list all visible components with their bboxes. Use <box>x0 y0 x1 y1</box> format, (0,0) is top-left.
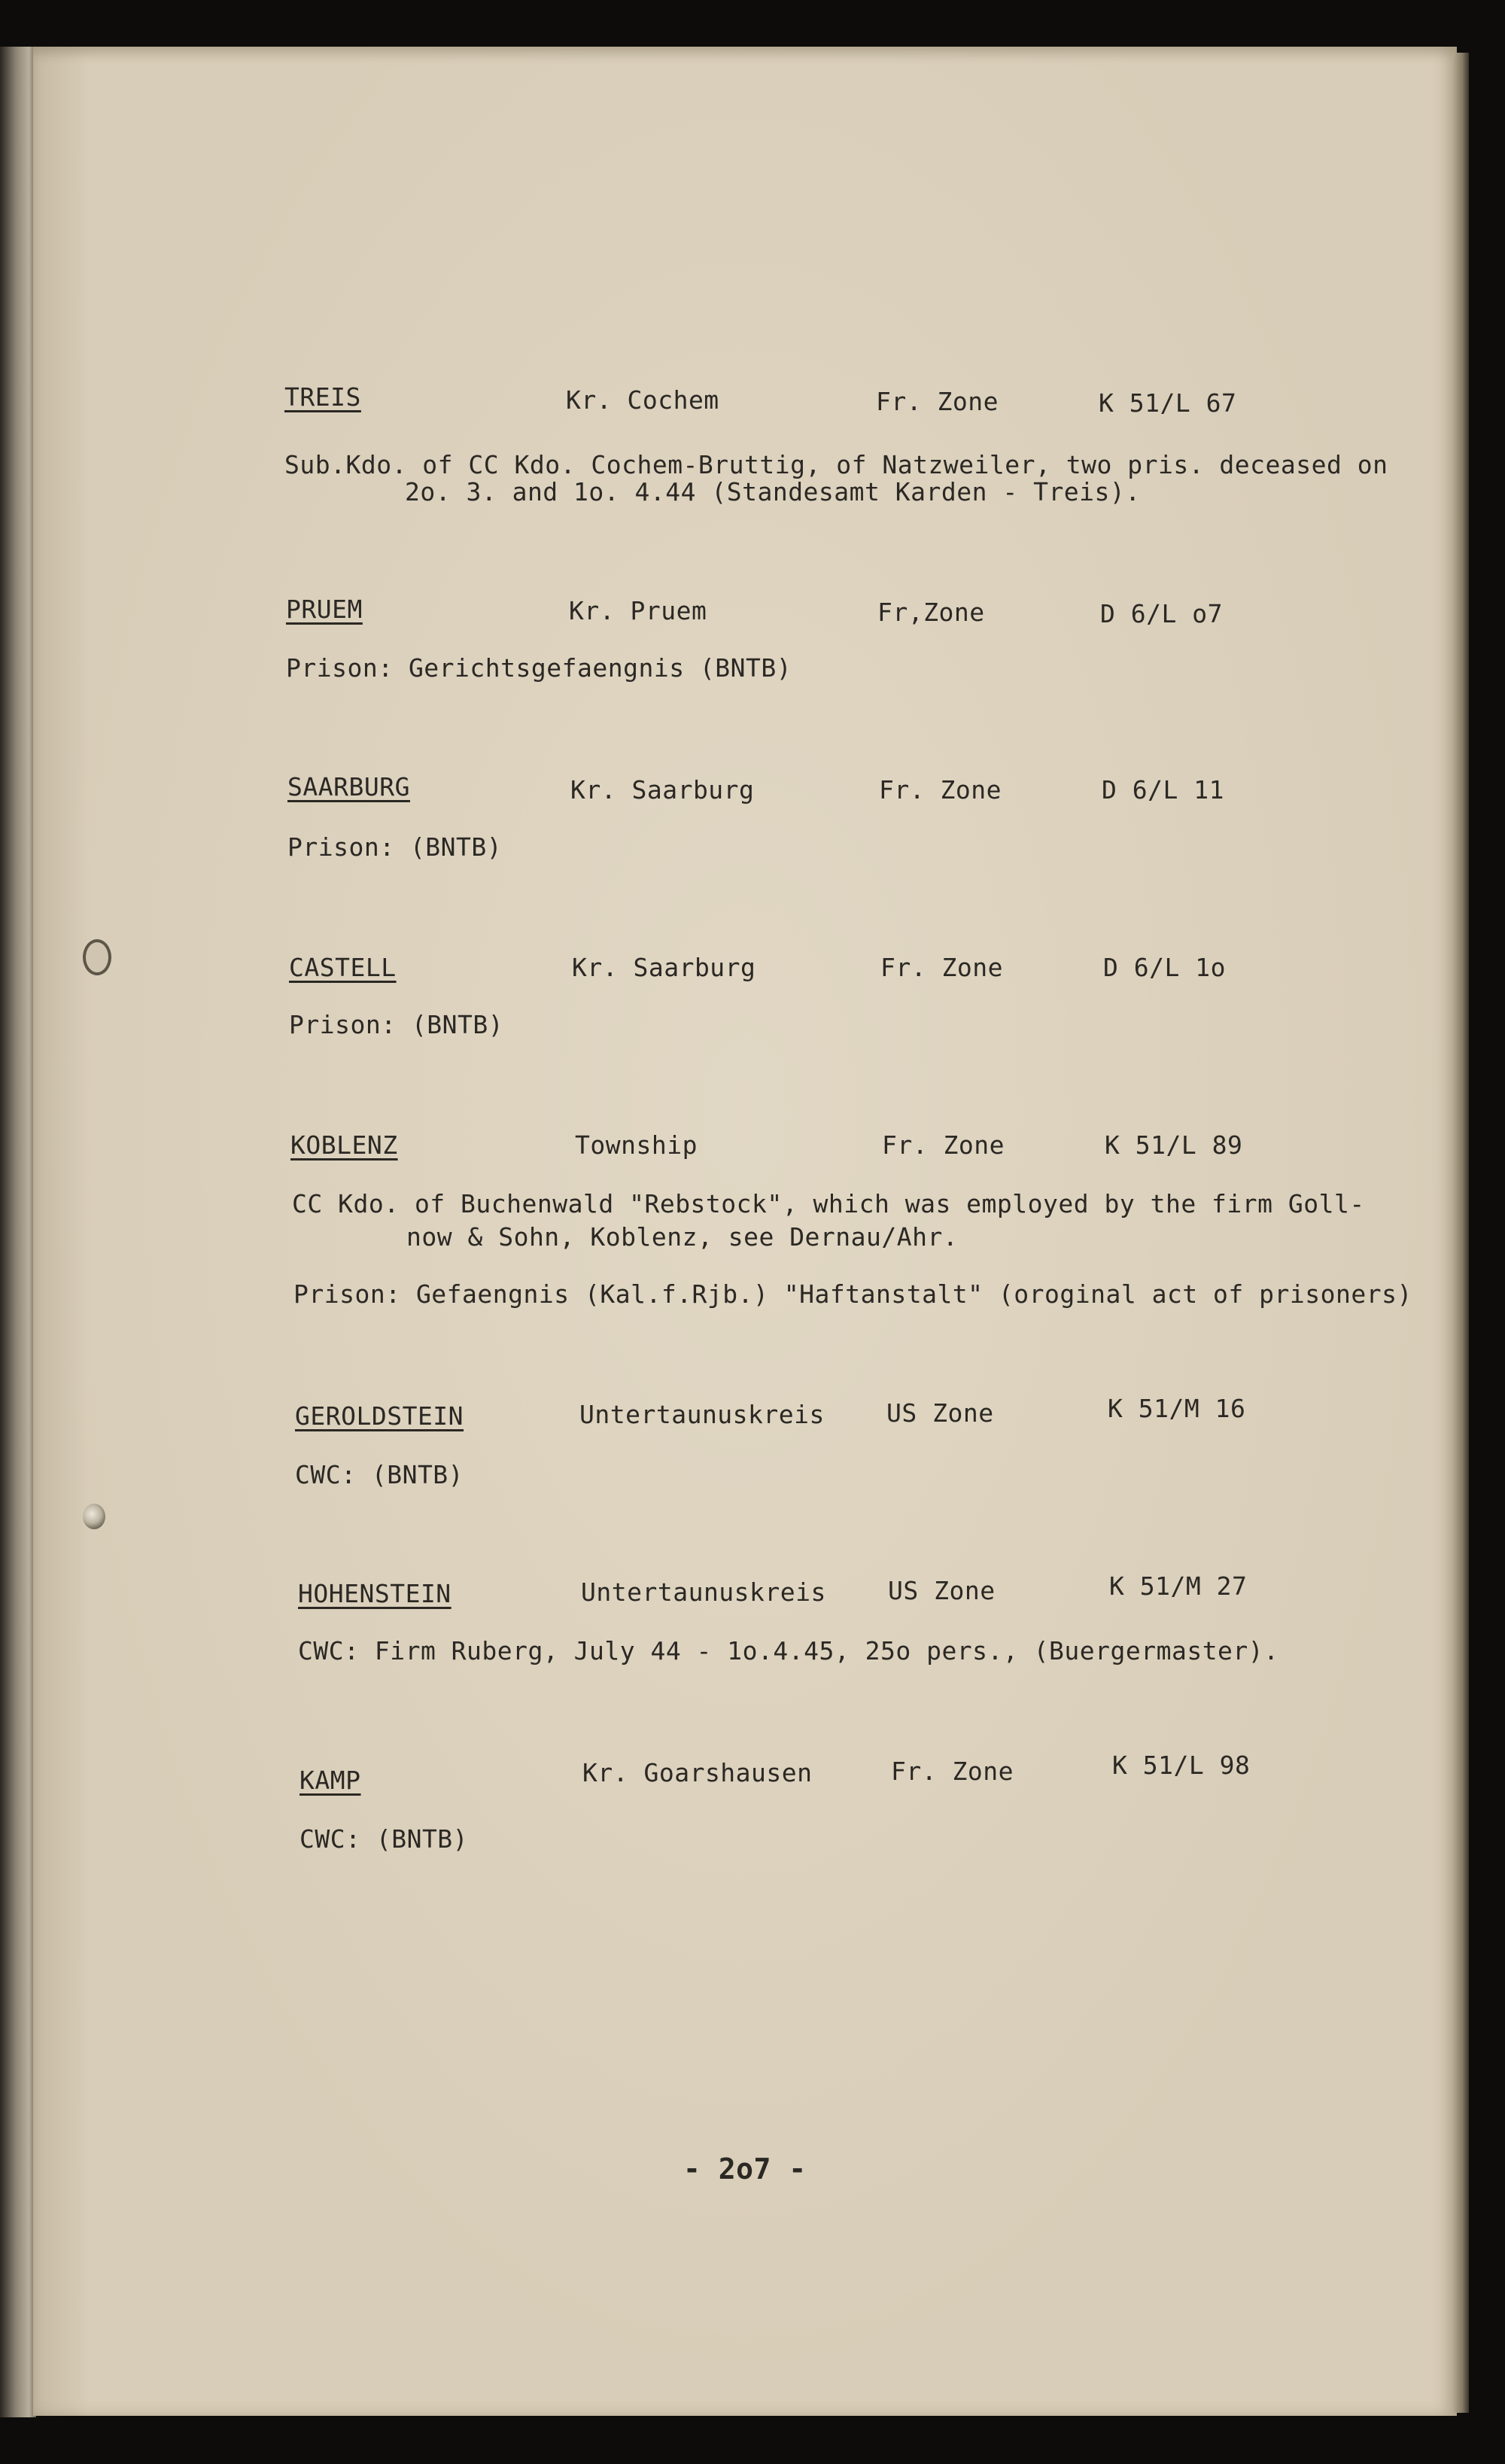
entry-zone: US Zone <box>888 1576 996 1605</box>
entry-district: Kr. Saarburg <box>570 775 755 805</box>
entry-name: GEROLDSTEIN <box>295 1401 464 1431</box>
entry-zone: Fr. Zone <box>880 953 1003 982</box>
entry-line: 2o. 3. and 1o. 4.44 (Standesamt Karden - Treis). <box>405 477 1141 506</box>
entry-zone: Fr,Zone <box>877 598 985 627</box>
entry-reference: D 6/L o7 <box>1100 599 1223 628</box>
entry-line: CWC: (BNTB) <box>295 1460 464 1489</box>
entry-zone: Fr. Zone <box>891 1757 1014 1786</box>
entry-line: Sub.Kdo. of CC Kdo. Cochem-Bruttig, of Natzweiler, two pris. deceased on <box>284 450 1388 479</box>
entry-district: Kr. Saarburg <box>572 953 756 982</box>
entry-district: Township <box>575 1130 698 1160</box>
entry-name: KOBLENZ <box>290 1130 398 1160</box>
entry-reference: D 6/L 11 <box>1102 775 1224 805</box>
page-number: - 2o7 - <box>683 2152 807 2186</box>
page-edge <box>1452 53 1469 2413</box>
entry-district: Kr. Pruem <box>569 596 707 625</box>
entry-zone: Fr. Zone <box>882 1130 1005 1160</box>
entry-district: Kr. Goarshausen <box>582 1758 813 1787</box>
entry-zone: US Zone <box>886 1398 994 1428</box>
entry-name: CASTELL <box>289 953 397 982</box>
binding-pin-lower <box>83 1504 105 1529</box>
entry-line: now & Sohn, Koblenz, see Dernau/Ahr. <box>406 1222 959 1252</box>
entry-reference: K 51/L 67 <box>1099 388 1237 418</box>
entry-name: HOHENSTEIN <box>298 1579 451 1608</box>
entry-name: PRUEM <box>286 595 363 624</box>
entry-name: TREIS <box>284 382 361 412</box>
entry-line: CWC: Firm Ruberg, July 44 - 1o.4.45, 25o pers., (Buergermaster). <box>298 1636 1279 1665</box>
entry-name: KAMP <box>299 1766 361 1795</box>
punch-hole-upper <box>83 939 111 975</box>
entry-line: Prison: Gefaengnis (Kal.f.Rjb.) "Haftanstalt" (oroginal act of prisoners) <box>293 1279 1412 1309</box>
entry-reference: K 51/M 27 <box>1109 1571 1248 1601</box>
entry-name: SAARBURG <box>287 772 410 802</box>
entry-district: Kr. Cochem <box>566 385 719 415</box>
entry-line: Prison: (BNTB) <box>289 1010 504 1039</box>
entry-district: Untertaunuskreis <box>581 1577 826 1607</box>
entry-line: Prison: (BNTB) <box>287 832 503 862</box>
entry-reference: D 6/L 1o <box>1103 953 1226 982</box>
book-binding <box>0 47 36 2417</box>
entry-district: Untertaunuskreis <box>579 1400 825 1429</box>
entry-line: CWC: (BNTB) <box>299 1824 469 1854</box>
entry-reference: K 51/M 16 <box>1108 1394 1246 1423</box>
entry-line: Prison: Gerichtsgefaengnis (BNTB) <box>286 653 792 683</box>
entry-zone: Fr. Zone <box>879 775 1002 805</box>
entry-zone: Fr. Zone <box>876 387 999 416</box>
entry-reference: K 51/L 89 <box>1105 1130 1243 1160</box>
entry-line: CC Kdo. of Buchenwald "Rebstock", which was employed by the firm Goll- <box>292 1189 1365 1218</box>
entry-reference: K 51/L 98 <box>1112 1751 1251 1780</box>
